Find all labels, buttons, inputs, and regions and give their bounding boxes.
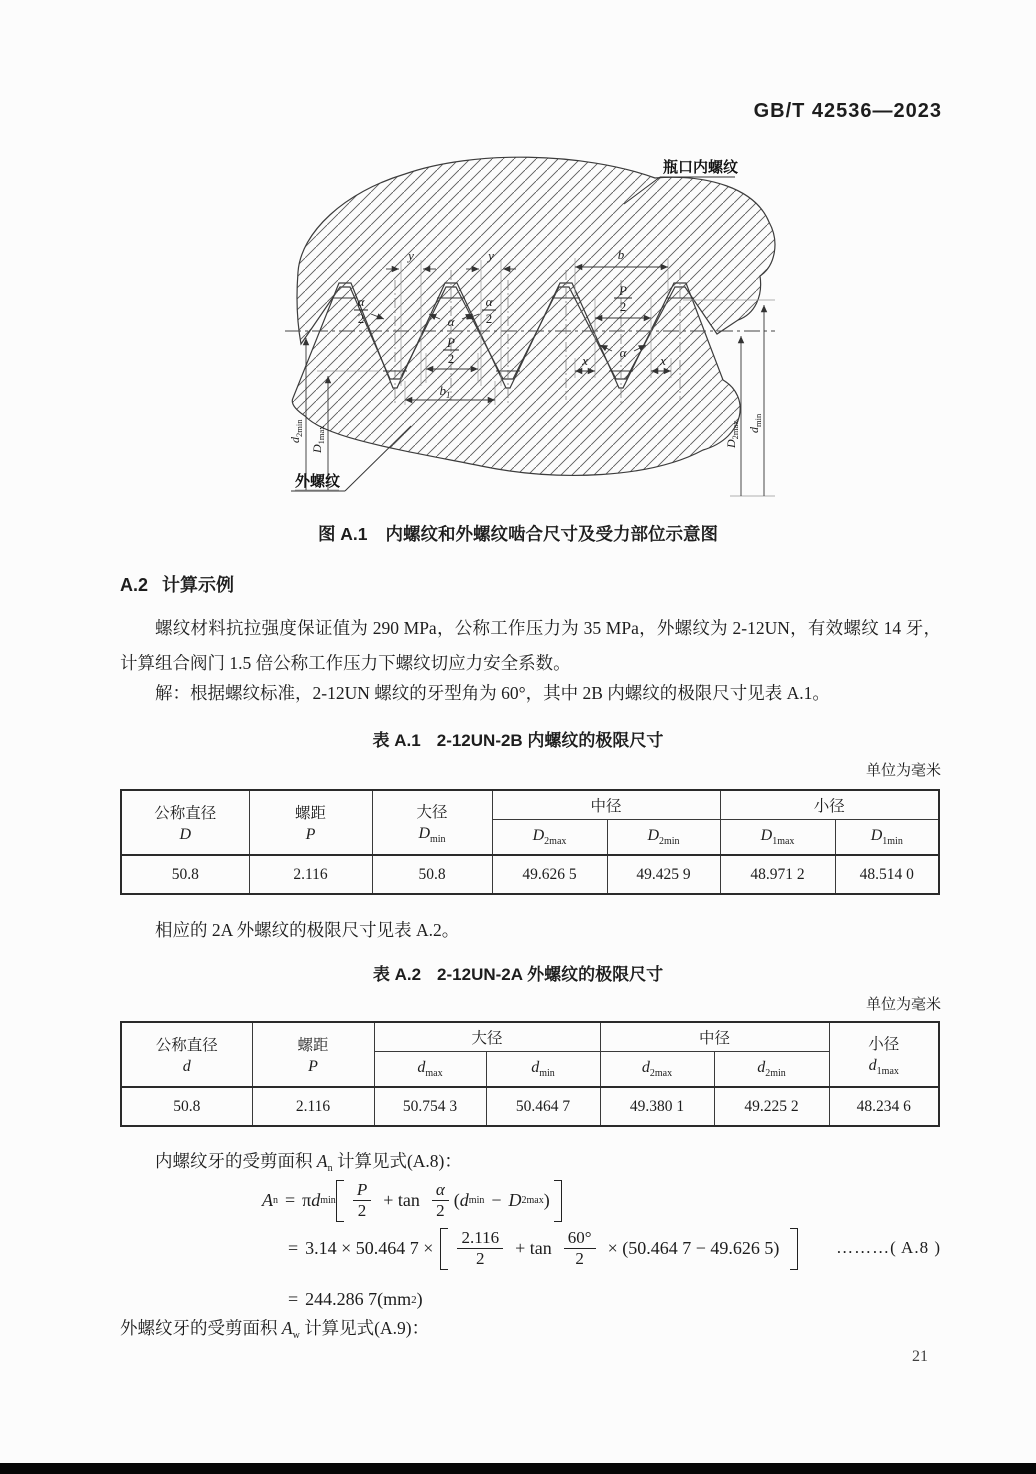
cell-D1min: 48.514 0 [835, 855, 939, 894]
formula-a8-intro-tail: 计算见式(A.8)： [332, 1151, 462, 1171]
paragraph-solution: 解：根据螺纹标准，2-12UN 螺纹的牙型角为 60°，其中 2B 内螺纹的极限尺寸见表 A.1。 [155, 683, 830, 703]
figure-caption-text: 内螺纹和外螺纹啮合尺寸及受力部位示意图 [385, 524, 719, 544]
col-d2max: $d_{2max}$ [600, 1052, 714, 1088]
dim-x-label: x [660, 353, 666, 368]
cell-nominal: 50.8 [121, 1087, 252, 1126]
col-major-diameter: 大径 $D_{min}$ [372, 790, 492, 855]
formula-a8-line3: = 244.286 7(mm 2 ) [288, 1289, 423, 1309]
section-number: A.2 [120, 575, 149, 595]
col-D1max: $D_{1max}$ [720, 820, 835, 856]
section-heading [120, 571, 234, 597]
table-a2-text: 2-12UN-2A 外螺纹的极限尺寸 [437, 965, 664, 984]
cell-dmin: 50.464 7 [486, 1087, 600, 1126]
cell-D2max: 49.626 5 [492, 855, 607, 894]
cell-dmax: 50.754 3 [374, 1087, 486, 1126]
formula-a9-intro-tail: 计算见式(A.9)： [299, 1318, 430, 1338]
formula-a8-intro-text: 内螺纹牙的受剪面积 [155, 1151, 313, 1171]
table-a1-header-row1 [121, 790, 939, 820]
cell-nominal: 50.8 [121, 855, 249, 894]
cell-d2max: 49.380 1 [600, 1087, 714, 1126]
dim-y-label: y [408, 248, 414, 263]
table-a2-unit-note: 单位为毫米 [865, 997, 941, 1013]
paragraph-table2-intro: 相应的 2A 外螺纹的极限尺寸见表 A.2。 [155, 920, 460, 940]
dim-b1-label: $b_1$ [439, 383, 451, 400]
dim-x-label: x [582, 353, 588, 368]
formula-a8-line1: A n = π d min $\frac{P}{2}$ + tan $\frac{\alpha}{2}$ ( d min − D 2max ) [262, 1180, 562, 1222]
page-number: 21 [912, 1348, 928, 1365]
dim-p-label: P [619, 283, 627, 298]
cell-d1max: 48.234 6 [829, 1087, 939, 1126]
internal-thread-label: 瓶口内螺纹 [663, 160, 739, 176]
figure-caption [0, 521, 1036, 546]
table-a2-title [0, 960, 1036, 985]
table-a2-number: 表 A.2 [372, 965, 422, 984]
formula-a9-intro: 外螺纹牙的受剪面积 $A_w$ 计算见式(A.9)： [120, 1318, 430, 1341]
table-a1-text: 2-12UN-2B 内螺纹的极限尺寸 [436, 731, 664, 750]
cell-pitch: 2.116 [249, 855, 372, 894]
dim-alpha-label: α [447, 314, 455, 329]
dim-alpha-label: α [485, 294, 493, 309]
formula-a8-intro: 内螺纹牙的受剪面积 $A_n$ 计算见式(A.8)： [155, 1151, 462, 1174]
dim-d2min-label: $d_{2min}$ [288, 419, 304, 443]
dim-alpha-label: α [357, 294, 365, 309]
scan-bottom-bar [0, 1463, 1036, 1474]
paragraph-problem: 螺纹材料抗拉强度保证值为 290 MPa，公称工作压力为 35 MPa，外螺纹为 2-12UN，有效螺纹 14 牙，计算组合阀门 1.5 倍公称工作压力下螺纹切应力安全系数。 [120, 618, 941, 673]
dim-D1max-label: $D_{1max}$ [310, 425, 326, 453]
col-D2max: $D_{2max}$ [492, 820, 607, 856]
cell-major: 50.8 [372, 855, 492, 894]
dim-two-label: 2 [447, 351, 455, 366]
col-d2min: $d_{2min}$ [714, 1052, 829, 1088]
dim-y-label: y [488, 248, 494, 263]
cell-D1max: 48.971 2 [720, 855, 835, 894]
cell-pitch: 2.116 [252, 1087, 374, 1126]
dim-two-label: 2 [485, 311, 493, 326]
equation-a8-reference: ………( A.8 ) [836, 1238, 941, 1257]
dim-dmin-label: $d_{min}$ [747, 413, 763, 433]
cell-d2min: 49.225 2 [714, 1087, 829, 1126]
formula-a8-line2: = 3.14 × 50.464 7 × $\frac{2.116}{2}$ + tan $\frac{60^\circ}{2}$ × (50.464 7 − 49.626 5) [288, 1228, 798, 1270]
col-minor-diameter: 小径 $d_{1max}$ [829, 1022, 939, 1087]
col-D2min: $D_{2min}$ [607, 820, 720, 856]
thread-engagement-figure [283, 148, 793, 510]
col-D1min: $D_{1min}$ [835, 820, 939, 856]
standard-number: GB/T 42536—2023 [753, 100, 942, 122]
external-thread-label: 外螺纹 [295, 474, 341, 490]
symbol-An: A [316, 1151, 328, 1171]
dim-two-label: 2 [357, 311, 365, 326]
dim-b-label: b [617, 247, 625, 262]
table-a2-data-row [121, 1087, 939, 1126]
formula-a9-intro-text: 外螺纹牙的受剪面积 [120, 1318, 278, 1338]
col-nominal-diameter: 公称直径 D [121, 790, 249, 855]
col-pitch: 螺距 P [249, 790, 372, 855]
table-a2 [120, 1021, 938, 1127]
col-minor-diameter: 小径 [720, 790, 939, 820]
col-major-diameter: 大径 [374, 1022, 600, 1052]
table-a1-title [0, 726, 1036, 751]
col-dmax: $d_{max}$ [374, 1052, 486, 1088]
dim-D2max-label: $D_{2max}$ [724, 420, 740, 448]
table-a1-number: 表 A.1 [372, 731, 421, 750]
section-title: 计算示例 [162, 575, 235, 595]
col-pitch-diameter: 中径 [492, 790, 720, 820]
col-pitch-diameter: 中径 [600, 1022, 829, 1052]
col-nominal-diameter: 公称直径 d [121, 1022, 252, 1087]
figure-caption-number: 图 A.1 [317, 524, 368, 544]
dim-alpha-label: α [619, 345, 627, 360]
col-pitch: 螺距 P [252, 1022, 374, 1087]
col-dmin: $d_{min}$ [486, 1052, 600, 1088]
table-a1-data-row [121, 855, 939, 894]
dim-p-label: P [447, 335, 455, 350]
table-a1 [120, 789, 938, 895]
table-a2-header-row1 [121, 1022, 939, 1052]
dim-two-label: 2 [619, 299, 627, 314]
cell-D2min: 49.425 9 [607, 855, 720, 894]
symbol-Aw: A [281, 1318, 293, 1338]
table-a1-unit-note: 单位为毫米 [865, 763, 941, 779]
